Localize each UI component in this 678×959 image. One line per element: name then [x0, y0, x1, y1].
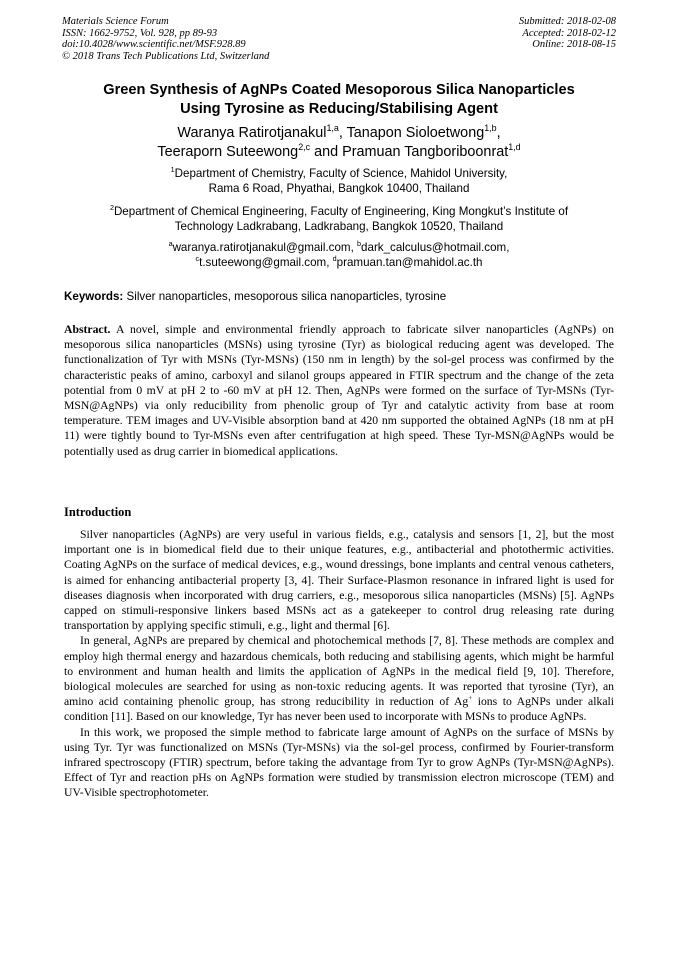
author-affil-sup: 1,d	[508, 142, 521, 153]
author-and: and	[314, 144, 339, 160]
email-link[interactable]: waranya.ratirotjanakul@gmail.com,	[172, 241, 354, 254]
title-line-1: Green Synthesis of AgNPs Coated Mesoporous Silica Nanoparticles	[103, 82, 575, 98]
email-link[interactable]: pramuan.tan@mahidol.ac.th	[336, 256, 483, 269]
author-name: Teeraporn Suteewong	[157, 144, 299, 160]
keywords-text: Silver nanoparticles, mesoporous silica nanoparticles, tyrosine	[126, 290, 447, 303]
author-affil-sup: 1,b	[484, 123, 497, 134]
journal-copyright: © 2018 Trans Tech Publications Ltd, Switzerland	[62, 50, 270, 62]
authors-line-2	[40, 143, 638, 162]
journal-doi: doi:10.4028/www.scientific.net/MSF.928.89	[62, 39, 246, 50]
online-date: Online: 2018-08-15	[532, 39, 616, 50]
abstract-label: Abstract.	[64, 323, 111, 336]
affiliation-1	[40, 166, 638, 196]
journal-issn: ISSN: 1662-9752, Vol. 928, pp 89-93	[62, 27, 218, 39]
affiliation-text: Department of Chemistry, Faculty of Science, Mahidol University,	[174, 167, 508, 180]
keywords-label: Keywords:	[64, 290, 124, 303]
journal-header	[62, 16, 269, 62]
affiliation-number: 2	[109, 203, 114, 213]
title-line-2: Using Tyrosine as Reducing/Stabilising Agent	[180, 101, 498, 117]
intro-paragraph-3: In this work, we proposed the simple method to fabricate large amount of AgNPs on the surface of MSNs by using Tyr. Tyr was functionalized on MSNs (Tyr-MSNs) via the sol-gel process, confirmed by Fourier-transform infrared spectroscopy (FTIR) spectrum, before taking the advantage from Tyr to grow AgNPs (Tyr-MSN@AgNPs). Effect of Tyr and reaction pHs on AgNPs formation were studied by transmission electron microscope (TEM) and UV-Visible spectrophotometer.	[64, 725, 614, 800]
dates-header	[519, 16, 616, 51]
affiliation-text: Technology Ladkrabang, Ladkrabang, Bangkok 10520, Thailand	[174, 220, 504, 233]
author-name: Pramuan Tangboriboonrat	[342, 144, 509, 160]
submitted-date: Submitted: 2018-02-08	[518, 16, 616, 27]
journal-name: Materials Science Forum	[62, 16, 169, 27]
affiliation-line	[40, 204, 638, 219]
author-emails	[40, 240, 638, 270]
intro-paragraph-2-part-b: ions to AgNPs under alkali condition [11]. Based on our knowledge, Tyr has never been used to incorporate with MSNs to produce AgNPs.	[64, 695, 614, 724]
keywords	[64, 290, 446, 303]
emails-line-2	[40, 255, 638, 270]
author-list	[40, 124, 638, 162]
email-sup: b	[357, 239, 362, 249]
intro-paragraph-1: Silver nanoparticles (AgNPs) are very useful in various fields, e.g., catalysis and sensors [1, 2], but the most important one is in biomedical field due to their unique features, e.g., antibacterial and photothermic activities. Coating AgNPs on the surface of medical devices, e.g., wound dressings, bone implants and central venous catheters, is aimed for enhancing antibacterial property [3, 4]. Their Surface-Plasmon resonance in infrared light is used for diseases diagnosis when incorporated with drug carriers, e.g., mesoporous silica nanoparticles (MSNs) [5]. AgNPs capped on stimuli-responsive linkers based MSNs act as a gatekeeper to control drug releasing rate during transportation by applying specific stimuli, e.g., light and thermal [6].	[64, 528, 614, 633]
accepted-date: Accepted: 2018-02-12	[522, 27, 616, 39]
email-link[interactable]: t.suteewong@gmail.com,	[199, 256, 330, 269]
introduction-body	[64, 527, 614, 801]
affiliation-text: Rama 6 Road, Phyathai, Bangkok 10400, Thailand	[208, 182, 470, 195]
author-name: Tanapon Sioloetwong	[346, 125, 485, 141]
email-sup: d	[332, 254, 337, 264]
paper-title	[40, 81, 638, 119]
introduction-heading: Introduction	[64, 505, 132, 519]
email-link[interactable]: dark_calculus@hotmail.com,	[361, 241, 510, 254]
abstract	[64, 322, 614, 459]
intro-paragraph-2-part-a: In general, AgNPs are prepared by chemical and photochemical methods [7, 8]. These methods are complex and employ high thermal energy and hazardous chemicals, both reducing and stabilising agents, which might be harmful to environment and human health and limits the application of AgNPs in the medical field [9, 10]. Therefore, biological molecules are searched for using as non-toxic reducing agents. It was reported that tyrosine (Tyr), an amino acid containing phenolic group, has strong reducibility in reduction of Ag	[64, 634, 614, 709]
email-sup: a	[168, 239, 173, 249]
authors-line-1: Waranya Ratirotjanakul$^{1,a}$, Tanapon Sioloetwong$^{1,b}$,	[177, 123, 501, 141]
affiliation-2	[40, 204, 638, 234]
email-sup: c	[195, 254, 200, 264]
author-affil-sup: 2,c	[298, 142, 311, 153]
emails-line-1	[40, 240, 638, 255]
author-affil-sup: 1,a	[326, 123, 339, 134]
affiliation-line	[40, 166, 638, 181]
affiliation-text: Department of Chemical Engineering, Faculty of Engineering, King Mongkut’s Institute of	[113, 205, 569, 218]
silver-ion-charge: +	[468, 694, 473, 703]
abstract-text: A novel, simple and environmental friendly approach to fabricate silver nanoparticles (AgNPs) on mesoporous silica nanoparticles (MSNs) using tyrosine (Tyr) as biological reducing agent was developed. The functionalization of Tyr with MSNs (Tyr-MSNs) (150 nm in length) by the sol-gel process was confirmed by the characteristic peaks of amino, carboxyl and silanol groups appeared in FTIR spectrum and the change of the zeta potential from 0 mV at pH 2 to -60 mV at pH 12. Then, AgNPs were formed on the surface of Tyr-MSNs (Tyr-MSN@AgNPs) via only reducibility from phenolic group of Tyr and catalytic activity from base at room temperature. TEM images and UV-Visible absorption band at 420 nm supported the obtained AgNPs (18 nm at pH 11) were tightly bound to Tyr-MSNs even after centrifugation at high speed. These Tyr-MSN@AgNPs would be potentially used as drug carrier in biomedical applications.	[64, 323, 614, 458]
affiliation-number: 1	[170, 165, 175, 175]
intro-paragraph-2	[64, 633, 614, 724]
author-name: Waranya Ratirotjanakul	[177, 125, 327, 141]
